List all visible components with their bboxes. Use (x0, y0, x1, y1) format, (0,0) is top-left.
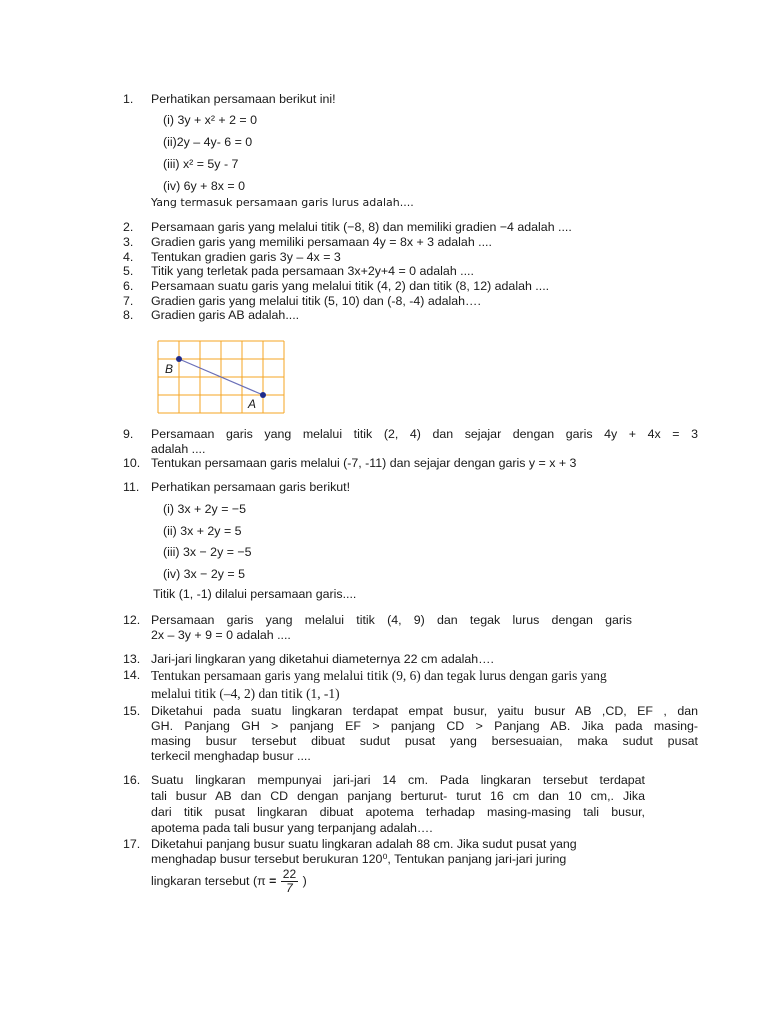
option-expression: 3x + 2y = 5 (180, 524, 242, 538)
question-text: Diketahui panjang busur suatu lingkaran adalah 88 cm. Jika sudut pusat yang (151, 837, 577, 851)
question-number: 8. (123, 308, 134, 322)
option-label: (iv) (163, 179, 184, 193)
option-expression: 6y + 8x = 0 (183, 179, 245, 193)
option-label: (i) (163, 502, 178, 516)
option-label: (i) (163, 113, 178, 127)
question-text: Persamaan garis yang melalui titik (4, 9) dan tegak lurus dengan garis (151, 613, 632, 627)
question-text: Perhatikan persamaan berikut ini! (151, 92, 336, 106)
option-expression: 3x − 2y = −5 (182, 545, 252, 559)
option-label: (ii) (163, 524, 181, 538)
option-label: (iv) (163, 567, 184, 581)
question-number: 12. (123, 613, 141, 627)
question-number: 6. (123, 279, 134, 293)
question-text: 2x – 3y + 9 = 0 adalah .... (151, 628, 291, 642)
question-text: apotema pada tali busur yang terpanjang adalah…. (151, 821, 433, 835)
option-expression: 3x − 2y = 5 (183, 567, 245, 581)
question-text: menghadap busur tersebut berukuran 120⁰, Tentukan panjang jari-jari juring (151, 852, 567, 866)
question-text: Persamaan suatu garis yang melalui titik (4, 2) dan titik (8, 12) adalah .... (151, 279, 550, 293)
question-text: Tentukan gradien garis 3y – 4x = 3 (151, 250, 341, 264)
question-number: 16. (123, 773, 141, 787)
question-text: Persamaan garis yang melalui titik (2, 4) dan sejajar dengan garis 4y + 4x = 3 (151, 427, 698, 441)
question-number: 9. (123, 427, 134, 441)
question-text: adalah .... (151, 442, 206, 456)
point-a (260, 392, 266, 398)
question-number: 7. (123, 294, 134, 308)
option-expression: x² = 5y - 7 (182, 157, 239, 171)
question-number: 5. (123, 264, 134, 278)
point-a-label: A (248, 397, 257, 411)
question-text: ) (299, 874, 307, 888)
question-text: masing busur tersebut dibuat sudut pusat yang bersesuaian, maka sudut pusat (151, 734, 698, 748)
option-label: (iii) (163, 157, 183, 171)
question-text: Gradien garis yang melalui titik (5, 10) dan (-8, -4) adalah…. (151, 294, 481, 308)
question-text: Tentukan persamaan garis yang melalui titik (9, 6) dan tegak lurus dengan garis yang (151, 668, 607, 683)
question-number: 10. (123, 456, 141, 470)
question-text: Suatu lingkaran mempunyai jari-jari 14 cm. Pada lingkaran tersebut terdapat (151, 773, 645, 787)
question-number: 11. (123, 480, 140, 494)
question-number: 17. (123, 837, 141, 851)
question-text: Perhatikan persamaan garis berikut! (151, 480, 351, 494)
question-text: Persamaan garis yang melalui titik (−8, 8) dan memiliki gradien −4 adalah .... (151, 220, 572, 234)
question-note: Titik (1, -1) dilalui persamaan garis.... (153, 587, 357, 601)
question-text: lingkaran tersebut (π (151, 874, 270, 888)
point-b-label: B (165, 362, 174, 376)
question-text: Jari-jari lingkaran yang diketahui diameternya 22 cm adalah…. (151, 652, 494, 666)
option-label: (iii) (163, 545, 183, 559)
question-number: 14. (123, 668, 141, 682)
option-expression: 3x + 2y = −5 (177, 502, 246, 516)
question-number: 1. (123, 92, 134, 106)
equals-sign: = (269, 874, 277, 888)
question-note: Yang termasuk persamaan garis lurus adalah.... (151, 196, 414, 209)
option-expression: 2y – 4y- 6 = 0 (176, 135, 253, 149)
question-text: Diketahui pada suatu lingkaran terdapat empat busur, yaitu busur AB ,CD, EF , dan (151, 704, 698, 718)
question-text: Titik yang terletak pada persamaan 3x+2y+4 = 0 adalah .... (151, 264, 474, 278)
question-text: dari titik pusat lingkaran dibuat apotema terhadap masing-masing tali busur, (151, 805, 645, 819)
question-text: GH. Panjang GH > panjang EF > panjang CD > Panjang AB. Jika pada masing- (151, 719, 698, 733)
question-text: terkecil menghadap busur .... (151, 749, 311, 763)
option-label: (ii) (163, 135, 177, 149)
fraction-numerator: 22 (282, 867, 297, 882)
question-text: melalui titik (–4, 2) dan titik (1, -1) (151, 686, 340, 701)
question-number: 15. (123, 704, 141, 718)
option-expression: 3y + x² + 2 = 0 (177, 113, 258, 127)
pi-fraction (281, 868, 298, 895)
question-text: Gradien garis AB adalah.... (151, 308, 300, 322)
question-text: Gradien garis yang memiliki persamaan 4y = 8x + 3 adalah .... (151, 235, 492, 249)
grid-diagram (157, 340, 287, 414)
question-number: 3. (123, 235, 134, 249)
question-number: 2. (123, 220, 134, 234)
question-number: 4. (123, 250, 134, 264)
question-text: Tentukan persamaan garis melalui (-7, -11) dan sejajar dengan garis y = x + 3 (151, 456, 577, 470)
question-number: 13. (123, 652, 141, 666)
point-b (176, 356, 182, 362)
question-text: tali busur AB dan CD dengan panjang berturut- turut 16 cm dan 10 cm,. Jika (151, 789, 645, 803)
fraction-denominator: 7 (286, 881, 293, 896)
